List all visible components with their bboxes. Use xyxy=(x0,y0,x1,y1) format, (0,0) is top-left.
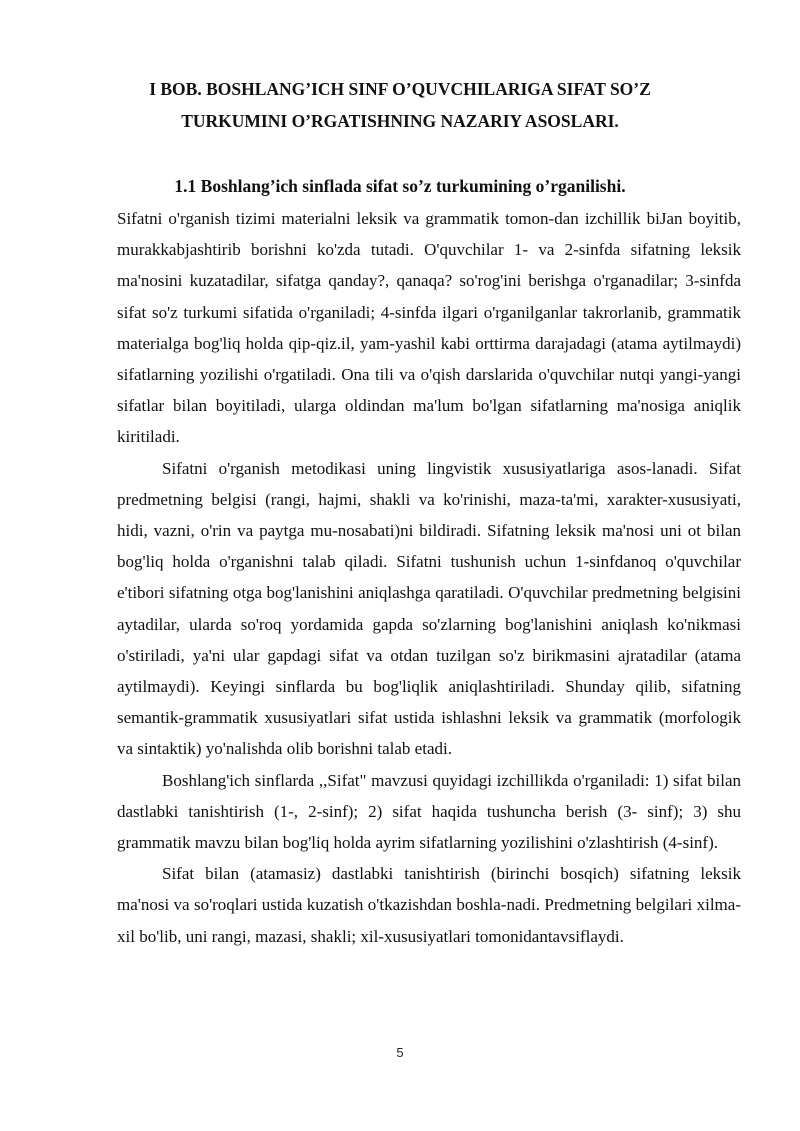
page-number: 5 xyxy=(396,1045,404,1060)
paragraph-4: Sifat bilan (atamasiz) dastlabki tanishtirish (birinchi bosqich) sifatning leksik ma'nosi va so'roqlari ustida kuzatish o'tkazishdan boshla-nadi. Predmetning belgilari xilma-xil bo'lib, uni rangi, mazasi, shakli; xil-xususiyatlari tomonidantavsiflaydi. xyxy=(117,864,741,946)
paragraph-1: Sifatni o'rganish tizimi materialni leksik va grammatik tomon-dan izchillik biJan boyitib, murakkabjashtirib borishni ko'zda tutadi. O'quvchilar 1- va 2-sinfda sifatning leksik ma'nosini kuzatadilar, sifatga qanday?, qanaqa? so'rog'ini berishga o'rganadilar; 3-sinfda sifat so'z turkumi sifatida o'rganiladi; 4-sinfda ilgari o'rganilganlar takrorlanib, grammatik materialga bog'liq holda qip-qiz.il, yam-yashil kabi orttirma darajadagi (atama aytilmaydi) sifatlarning yozilishi o'rgatiladi. Ona tili va o'qish darslarida o'quvchilar nutqi yangi-yangi sifatlar bilan boyitiladi, ularga oldindan ma'lum bo'lgan sifatlarning ma'nosiga aniqlik kiritiladi. xyxy=(117,209,741,447)
paragraph-3: Boshlang'ich sinflarda ,,Sifat" mavzusi quyidagi izchillikda o'rganiladi: 1) sifat bilan dastlabki tanishtirish (1-, 2-sinf); 2) sifat haqida tushuncha berish (3- sinf); 3) shu grammatik mavzu bilan bog'liq holda ayrim sifatlarning yozilishini o'zlashtirish (4-sinf). xyxy=(117,770,741,853)
paragraph-2: Sifatni o'rganish metodikasi uning lingvistik xususiyatlariga asos-lanadi. Sifat predmetning belgisi (rangi, hajmi, shakli va ko'rinishi, maza-ta'mi, xarakter-xususiyati, hidi, vazni, o'rin va paytga mu-nosabati)ni bildiradi. Sifatning leksik ma'nosi uni ot bilan bog'liq holda o'rganishni talab qiladi. Sifatni tushunish uchun 1-sinfdanoq o'quvchilar e'tibori sifatning otga bog'lanishini aniqlashga qaratiladi. O'quvchilar predmetning belgisini aytadilar, ularda so'roq yordamida gapda so'zlarning bog'lanishini aniqlash ko'nikmasi o'stiriladi, ya'ni ular gapdagi sifat va otdan tuzilgan so'z birikmasini ajratadilar (atama aytilmaydi). Keyingi sinflarda bu bog'liqlik aniqlashtiriladi. Shunday qilib, sifatning semantik-grammatik xususiyatlari sifat ustida ishlashni leksik va grammatik (morfologik va sintaktik) yo'nalishda olib borishni talab etadi. xyxy=(117,458,741,759)
chapter-title xyxy=(100,73,700,137)
section-title: 1.1 Boshlang’ich sinflada sifat so’z turkumining o’rganilishi. xyxy=(174,176,626,196)
chapter-title-line-2: TURKUMINI O’RGATISHNING NAZARIY ASOSLARI. xyxy=(181,111,619,131)
chapter-title-line-1: I BOB. BOSHLANG’ICH SINF O’QUVCHILARIGA SIFAT SO’Z xyxy=(149,79,651,99)
body-text xyxy=(117,203,741,952)
